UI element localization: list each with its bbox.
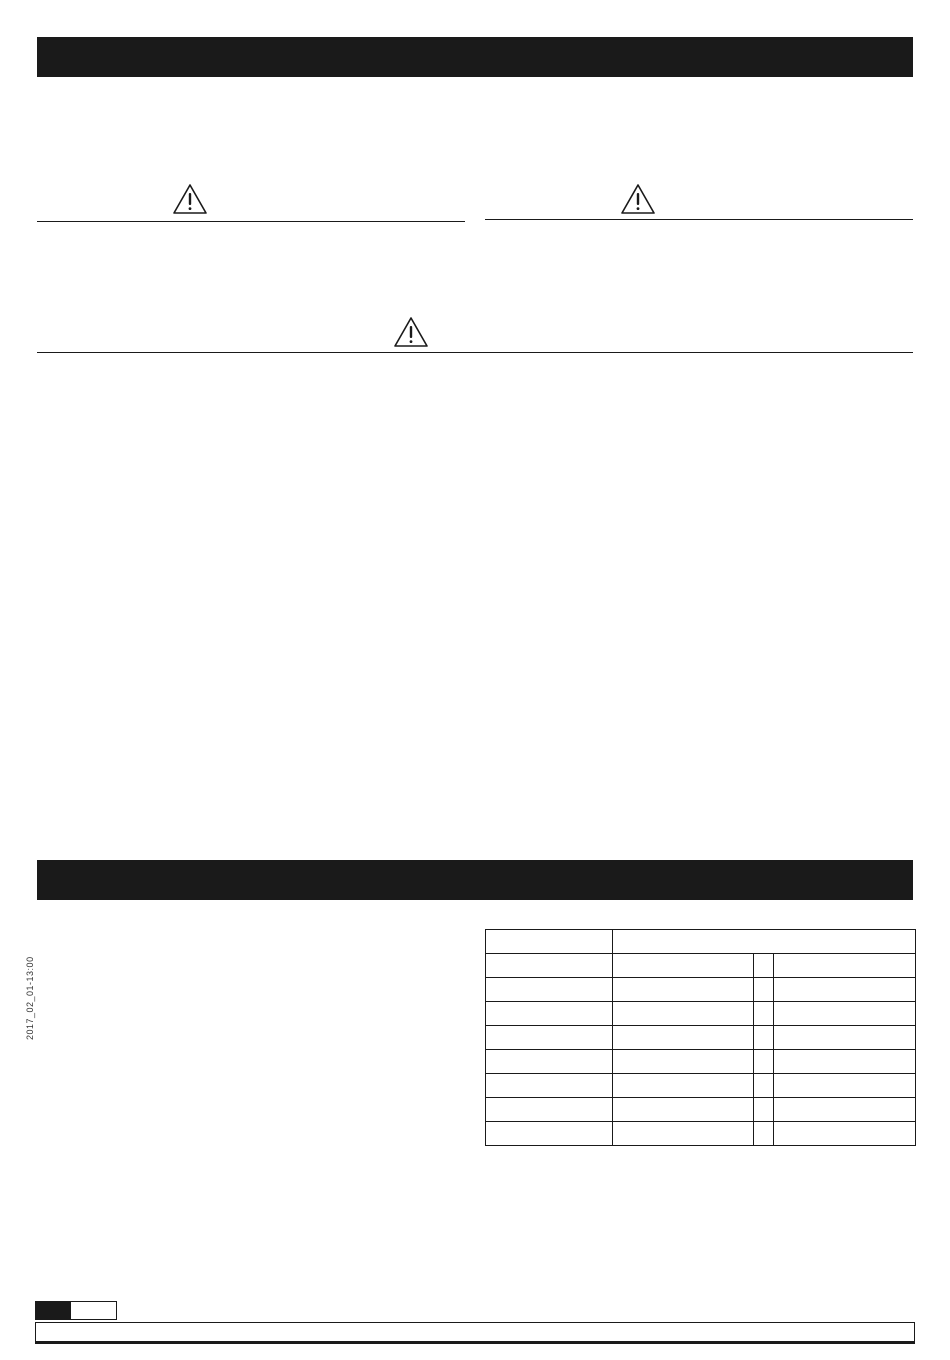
table-cell <box>774 954 916 978</box>
table-cell <box>754 1098 774 1122</box>
table-cell <box>754 1050 774 1074</box>
footer-rule <box>35 1341 915 1344</box>
table-cell <box>486 954 613 978</box>
table-cell <box>774 1074 916 1098</box>
page-number-tab <box>35 1301 117 1320</box>
table-cell <box>774 1122 916 1146</box>
table-cell <box>486 1050 613 1074</box>
table-cell <box>613 1074 754 1098</box>
section-header-bar-top <box>37 37 913 77</box>
table-row <box>486 1026 916 1050</box>
table-row <box>486 1098 916 1122</box>
table-cell <box>613 930 916 954</box>
table-cell <box>486 1026 613 1050</box>
table-cell <box>774 1026 916 1050</box>
table-cell <box>774 1002 916 1026</box>
table-cell <box>613 1122 754 1146</box>
page-tab-fill <box>36 1302 71 1319</box>
table-row <box>486 1074 916 1098</box>
table-cell <box>613 1050 754 1074</box>
section-header-bar-bottom <box>37 860 913 900</box>
table-cell <box>486 930 613 954</box>
table-row <box>486 1002 916 1026</box>
table-row <box>486 978 916 1002</box>
table-cell <box>486 1122 613 1146</box>
table-cell <box>613 954 754 978</box>
warning-divider-left <box>37 221 465 222</box>
table-cell <box>774 1098 916 1122</box>
warning-triangle-icon <box>620 183 656 215</box>
table-cell <box>613 1002 754 1026</box>
table-cell <box>754 1002 774 1026</box>
table-cell <box>754 954 774 978</box>
table-cell <box>486 978 613 1002</box>
table-cell <box>486 1098 613 1122</box>
warning-triangle-icon <box>172 183 208 215</box>
print-date-stamp: 2017_02_01-13:00 <box>25 956 35 1040</box>
table-row <box>486 1122 916 1146</box>
table-cell <box>486 1002 613 1026</box>
table-cell <box>613 1098 754 1122</box>
table-cell <box>754 1122 774 1146</box>
table-cell <box>754 978 774 1002</box>
warning-divider-full <box>37 352 913 353</box>
table-row <box>486 954 916 978</box>
table-row <box>486 930 916 954</box>
table-cell <box>486 1074 613 1098</box>
table-cell <box>754 1074 774 1098</box>
table-cell <box>613 978 754 1002</box>
table-cell <box>754 1026 774 1050</box>
table-cell <box>774 978 916 1002</box>
table-cell <box>613 1026 754 1050</box>
table-row <box>486 1050 916 1074</box>
warning-divider-right <box>485 219 913 220</box>
table-cell <box>774 1050 916 1074</box>
specification-table <box>485 929 916 1146</box>
warning-triangle-icon <box>393 316 429 348</box>
